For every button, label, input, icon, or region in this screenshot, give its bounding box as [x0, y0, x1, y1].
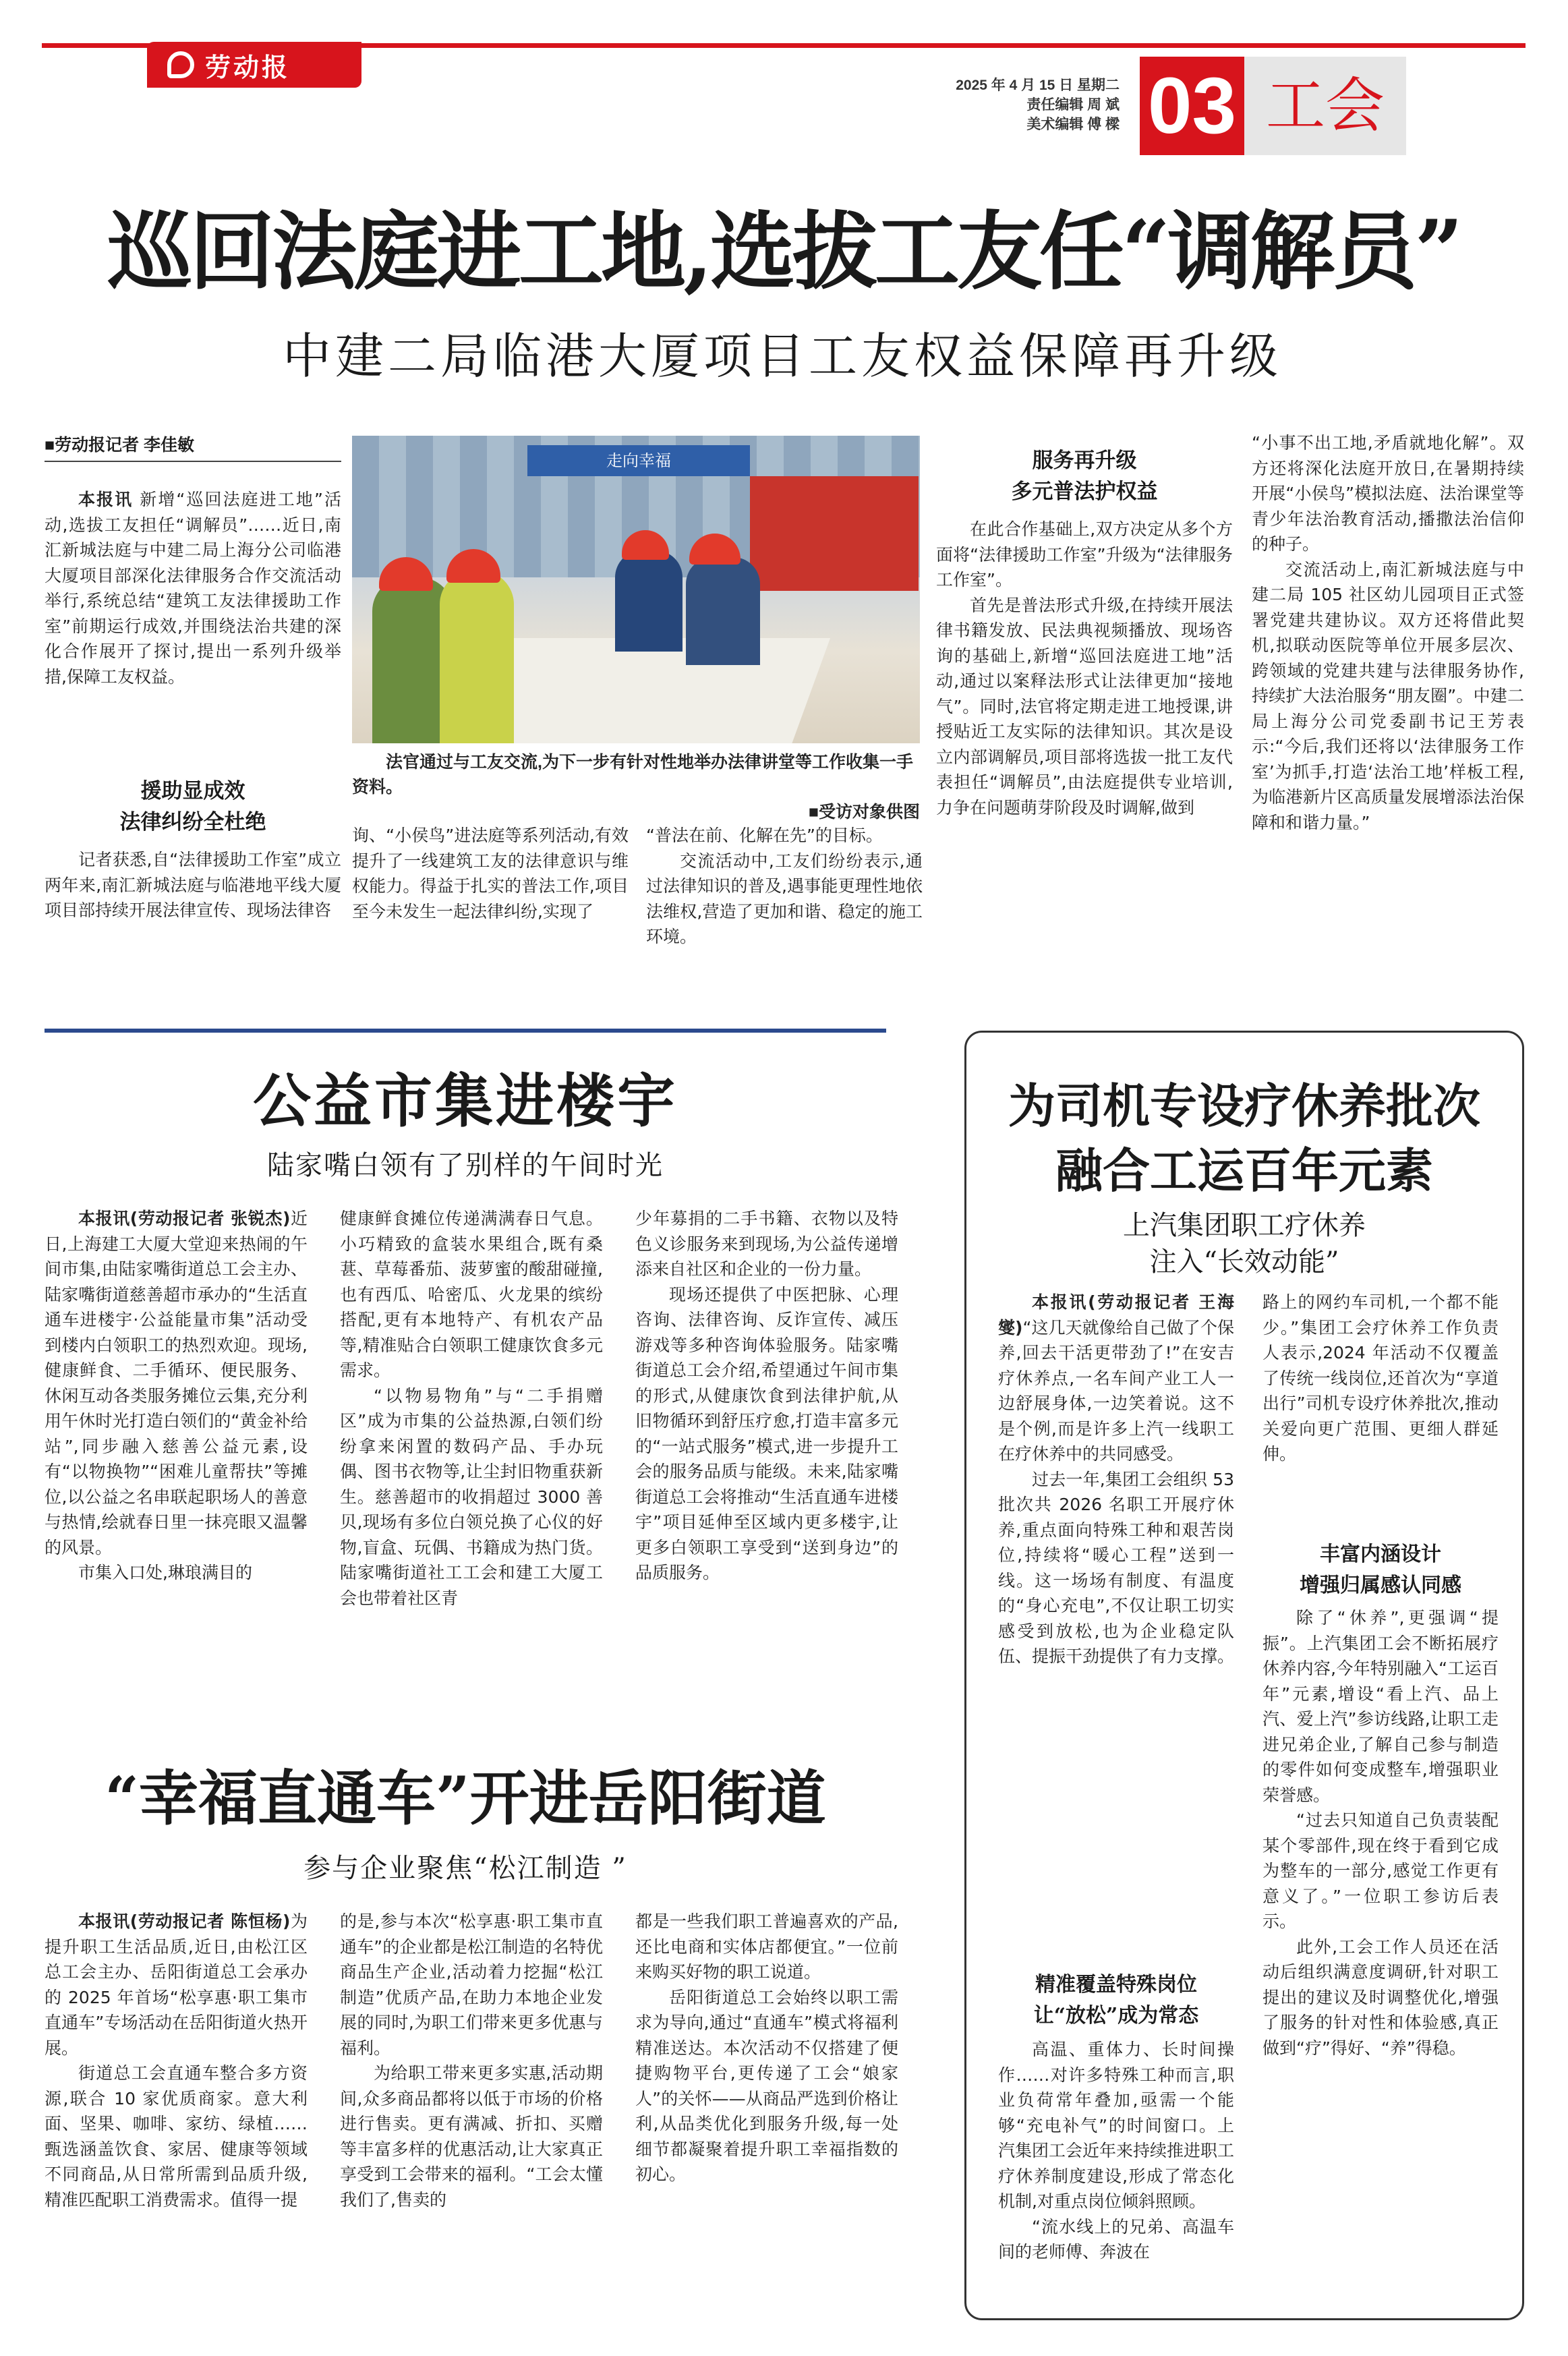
- section-tab: [1244, 57, 1406, 155]
- photo-person-3: [615, 550, 683, 652]
- article1-col2-text: 询、“小侯鸟”进法庭等系列活动,有效提升了一线建筑工友的法律意识与维权能力。得益于扎实的普法工作,项目至今未发生一起法律纠纷,实现了: [352, 826, 629, 921]
- article3-col2-p2: 为给职工带来更多实惠,活动期间,众多商品都将以低于市场的价格进行售卖。更有满减、折扣、买赠等丰富多样的优惠活动,让大家真正享受到工会带来的福利。“工会太懂我们了,售卖的: [340, 2063, 603, 2210]
- article2-top-rule: [45, 1029, 886, 1033]
- photo-credit: ■受访对象供图: [808, 803, 920, 822]
- article2-subtitle: 陆家嘴白领有了别样的午间时光: [267, 1150, 664, 1181]
- article1-col4-p1: 在此合作基础上,双方决定从多个方面将“法律援助工作室”升级为“法律服务工作室”。: [936, 519, 1233, 590]
- article2-col1-p2: 市集入口处,琳琅满目的: [78, 1563, 252, 1582]
- editor-line: 责任编辑 周 斌: [1026, 97, 1120, 113]
- logo-mark-icon: [167, 51, 194, 78]
- article4-heading2: 丰富内涵设计 增强归属感认同感: [1300, 1543, 1461, 1597]
- article1-col4-p2: 首先是普法形式升级,在持续开展法律书籍发放、民法典视频播放、现场咨询的基础上,新增“巡回法庭进工地”活动,通过以案释法形式让法律更加“接地气”。同时,法官将定期走进工地授课,讲授贴近工友实际的法律知识。其次是设立内部调解员,项目部将选拔一批工友代表担任“调解员”,由法庭提供专业培训,力争在问题萌芽阶段及时调解,做到: [936, 595, 1233, 817]
- article4-col1-p2: 过去一年,集团工会组织 53 批次共 2026 名职工开展疗休养,重点面向特殊工种和艰苦岗位,持续将“暖心工程”送到一线。这一场场有制度、有温度的“身心充电”,不仅让职工切实感受到放松,也为企业稳定队伍、提振干劲提供了有力支撑。: [998, 1469, 1234, 1666]
- article3-col1-p1: 为提升职工生活品质,近日,由松江区总工会主办、岳阳街道总工会承办的 2025 年首场“松享惠·职工集市直通车”专场活动在岳阳街道火热开展。: [45, 1912, 308, 2058]
- article3-col3-p1: 都是一些我们职工普遍喜欢的产品,还比电商和实体店都便宜。”一位前来购买好物的职工说道。: [635, 1912, 898, 1982]
- photo-sign-text: 走向幸福: [606, 451, 671, 470]
- article1-col1b-text: 记者获悉,自“法律援助工作室”成立两年来,南汇新城法庭与临港地平线大厦项目部持续开展法律宣传、现场法律咨: [45, 850, 341, 920]
- article3-title: “幸福直通车”开进岳阳街道: [105, 1763, 826, 1833]
- article1-col2: [352, 823, 629, 978]
- photo-red-panel: [750, 476, 919, 591]
- article4-col1b-p1: 高温、重体力、长时间操作……对许多特殊工种而言,职业负荷常年叠加,亟需一个能够“充电补气”的时间窗口。上汽集团工会近年来持续推进职工疗休养制度建设,形成了常态化机制,对重点岗位倾斜照顾。: [998, 2040, 1234, 2211]
- article1-col3-p2: 交流活动中,工友们纷纷表示,通过法律知识的普及,遇事能更理性地依法维权,营造了更加和谐、稳定的施工环境。: [646, 851, 923, 946]
- byline-underline: [45, 461, 341, 462]
- article2-col3-p2: 现场还提供了中医把脉、心理咨询、法律咨询、反诈宣传、减压游戏等多种咨询体验服务。陆家嘴街道总工会介绍,希望通过午间市集的形式,从健康饮食到法律护航,从旧物循环到舒压疗愈,打造丰富多元的“一站式服务”模式,进一步提升工会的服务品质与能级。未来,陆家嘴街道总工会将推动“生活直通车进楼宇”项目延伸至区域内更多楼宇,让更多白领职工享受到“送到身边”的品质服务。: [635, 1284, 898, 1582]
- article1-title: 巡回法庭进工地,选拔工友任“调解员”: [107, 202, 1461, 301]
- article3-col3: [635, 1909, 898, 2314]
- article1-heading2: 服务再升级 多元普法护权益: [1011, 449, 1158, 504]
- photo-table: [467, 638, 830, 743]
- photo-person-2: [440, 571, 514, 743]
- page-number: 03: [1147, 61, 1237, 150]
- article2-lead: 本报讯(劳动报记者 张锐杰): [78, 1209, 291, 1228]
- article1-photo-caption: [352, 750, 920, 825]
- article4-col2b-p3: 此外,工会工作人员还在活动后组织满意度调研,针对职工提出的建议及时调整优化,增强了服务的针对性和体验感,真正做到“疗”得好、“养”得稳。: [1262, 1936, 1499, 2058]
- article1-col3: [646, 823, 923, 978]
- section-name: 工会: [1265, 71, 1385, 140]
- article3-col2-p1: 的是,参与本次“松享惠·职工集市直通车”的企业都是松江制造的名特优商品生产企业,活动着力挖掘“松江制造”优质产品,在助力本地企业发展的同时,为职工们带来更多优惠与福利。: [340, 1912, 603, 2058]
- article1-col5-p2: 交流活动上,南汇新城法庭与中建二局 105 社区幼儿园项目正式签署党建共建协议。双方还将借此契机,拟联动医院等单位开展多层次、跨领域的党建共建与法律服务协作,持续扩大法治服务“朋友圈”。中建二局上海分公司党委副书记王芳表示:“今后,我们还将以‘法律服务工作室’为抓手,打造‘法治工地’样板工程,为临港新片区高质量发展增添法治保障和和谐力量。”: [1252, 559, 1524, 832]
- article4-col2b-p1: 除了“休养”,更强调“提振”。上汽集团工会不断拓展疗休养内容,今年特别融入“工运百年”元素,增设“看上汽、品上汽、爱上汽”参访线路,让职工走进兄弟企业,了解自己参与制造的零件如何变成整车,增强职业荣誉感。: [1262, 1608, 1499, 1805]
- article2-col3-p1: 少年募捐的二手书籍、衣物以及特色义诊服务来到现场,为公益传递增添来自社区和企业的一份力量。: [635, 1209, 898, 1279]
- article2-col2-p2: “以物易物角”与“二手捐赠区”成为市集的公益热源,白领们纷纷拿来闲置的数码产品、手办玩偶、图书衣物等,让尘封旧物重获新生。慈善超市的收捐超过 3000 善贝,现场有多位白领兑换了心仪的好物,盲盒、玩偶、书籍成为热门货。陆家嘴街道社工工会和建工大厦工会也带着社区青: [340, 1385, 603, 1608]
- article4-col1b-p2: “流水线上的兄弟、高温车间的老师傅、奔波在: [998, 2216, 1234, 2262]
- article2-col1-p1: 近日,上海建工大厦大堂迎来热闹的午间市集,由陆家嘴街道总工会主办、陆家嘴街道慈善超市承办的“生活直通车进楼宇·公益能量市集”活动受到楼内白领职工的热烈欢迎。现场,健康鲜食、二手循环、便民服务、休闲互动各类服务摊位云集,充分利用午休时光打造白领们的“黄金补给站”,同步融入慈善公益元素,设有“以物换物”“困难儿童帮扶”等摊位,以公益之名串联起职场人的善意与热情,绘就春日里一抹亮眼又温馨的风景。: [45, 1209, 308, 1557]
- article4-heading1: 精准覆盖特殊岗位 让“放松”成为常态: [1033, 1973, 1199, 2028]
- article4-col2-p1: 路上的网约车司机,一个都不能少。”集团工会疗休养工作负责人表示,2024 年活动不仅覆盖了传统一线岗位,还首次为“享道出行”司机专设疗休养批次,推动关爱向更广范围、更细人群延伸。: [1262, 1292, 1499, 1464]
- article1-byline: ■劳动报记者 李佳敏: [45, 436, 195, 455]
- article1-photo: [352, 436, 920, 743]
- article1-col1b: [45, 847, 341, 975]
- article4-col1: [998, 1290, 1234, 1991]
- article4-col1-p1: “这几天就像给自己做了个保养,回去干活更带劲了!”在安吉疗休养点,一名车间产业工人一边舒展身体,一边笑着说。这不是个例,而是许多上汽一线职工在疗休养中的共同感受。: [998, 1317, 1234, 1464]
- article3-col2: [340, 1909, 603, 2314]
- photo-sign: [527, 445, 750, 476]
- article1-col5-p1: “小事不出工地,矛盾就地化解”。双方还将深化法庭开放日,在暑期持续开展“小侯鸟”模拟法庭、法治课堂等青少年法治教育活动,播撒法治信仰的种子。: [1252, 433, 1524, 554]
- article4-col2b-p2: “过去只知道自己负责装配某个零部件,现在终于看到它成为整车的一部分,感觉工作更有意义了。”一位职工参访后表示。: [1262, 1810, 1499, 1931]
- article4-title: 为司机专设疗休养批次 融合工运百年元素: [1008, 1078, 1480, 1199]
- article3-col3-p2: 岳阳街道总工会始终以职工需求为导向,通过“直通车”模式将福利精准送达。本次活动不仅搭建了便捷购物平台,更传递了工会“娘家人”的关怀——从商品严选到价格让利,从品类优化到服务升级,每一处细节都凝聚着提升职工幸福指数的初心。: [635, 1987, 898, 2184]
- article3-col1-p2: 街道总工会直通车整合多方资源,联合 10 家优质商家。意大利面、坚果、咖啡、家纺、绿植……甄选涵盖饮食、家居、健康等领域不同商品,从日常所需到品质升级,精准匹配职工消费需求。值得一提: [45, 2063, 308, 2210]
- photo-caption-text: 法官通过与工友交流,为下一步有针对性地举办法律讲堂等工作收集一手资料。: [352, 753, 913, 797]
- article4-lead: 本报讯(劳动报记者 王海燮): [998, 1292, 1234, 1338]
- page-number-box: [1140, 57, 1244, 155]
- article4-subtitle: 上汽集团职工疗休养 注入“长效动能”: [1123, 1210, 1366, 1277]
- article2-title: 公益市集进楼宇: [253, 1067, 678, 1135]
- art-editor-line: 美术编辑 傅 樑: [1026, 117, 1120, 132]
- logo: [147, 42, 361, 88]
- article1-col5: [1252, 430, 1524, 970]
- article1-heading1: 援助显成效 法律纠纷全杜绝: [119, 779, 266, 834]
- article2-col3: [635, 1206, 898, 1725]
- article1-lead: 本报讯: [78, 490, 134, 509]
- article2-col2-p1: 健康鲜食摊位传递满满春日气息。小巧精致的盒装水果组合,既有桑葚、草莓番茄、菠萝蜜的酸甜碰撞,也有西瓜、哈密瓜、火龙果的缤纷搭配,更有本地特产、有机农产品等,精准贴合白领职工健康饮食多元需求。: [340, 1209, 603, 1380]
- article1-col3-p1: “普法在前、化解在先”的目标。: [646, 826, 883, 845]
- logo-text: 劳动报: [205, 51, 291, 82]
- article3-subtitle: 参与企业聚焦“松江制造 ”: [303, 1853, 627, 1884]
- article4-col1b: [998, 2037, 1234, 2307]
- article1-col4: [936, 517, 1233, 975]
- article4-col2: [1262, 1290, 1499, 1539]
- article1-col1-text: 新增“巡回法庭进工地”活动,选拔工友担任“调解员”……近日,南汇新城法庭与中建二局上海分公司临港大厦项目部深化法律服务合作交流活动举行,系统总结“建筑工友法律援助工作室”前期运行成效,并围绕法治共建的深化合作展开了探讨,提出一系列升级举措,保障工友权益。: [45, 490, 341, 687]
- article2-col1: [45, 1206, 308, 1725]
- article1-col1: [45, 487, 341, 777]
- article3-lead: 本报讯(劳动报记者 陈恒杨): [78, 1912, 291, 1931]
- article4-col2b: [1262, 1605, 1499, 2307]
- date-line: 2025 年 4 月 15 日 星期二: [956, 78, 1120, 93]
- photo-person-4: [686, 557, 760, 665]
- article2-col2: [340, 1206, 603, 1725]
- article3-col1: [45, 1909, 308, 2314]
- article1-subtitle: 中建二局临港大厦项目工友权益保障再升级: [282, 328, 1282, 384]
- masthead-meta: [910, 76, 1120, 134]
